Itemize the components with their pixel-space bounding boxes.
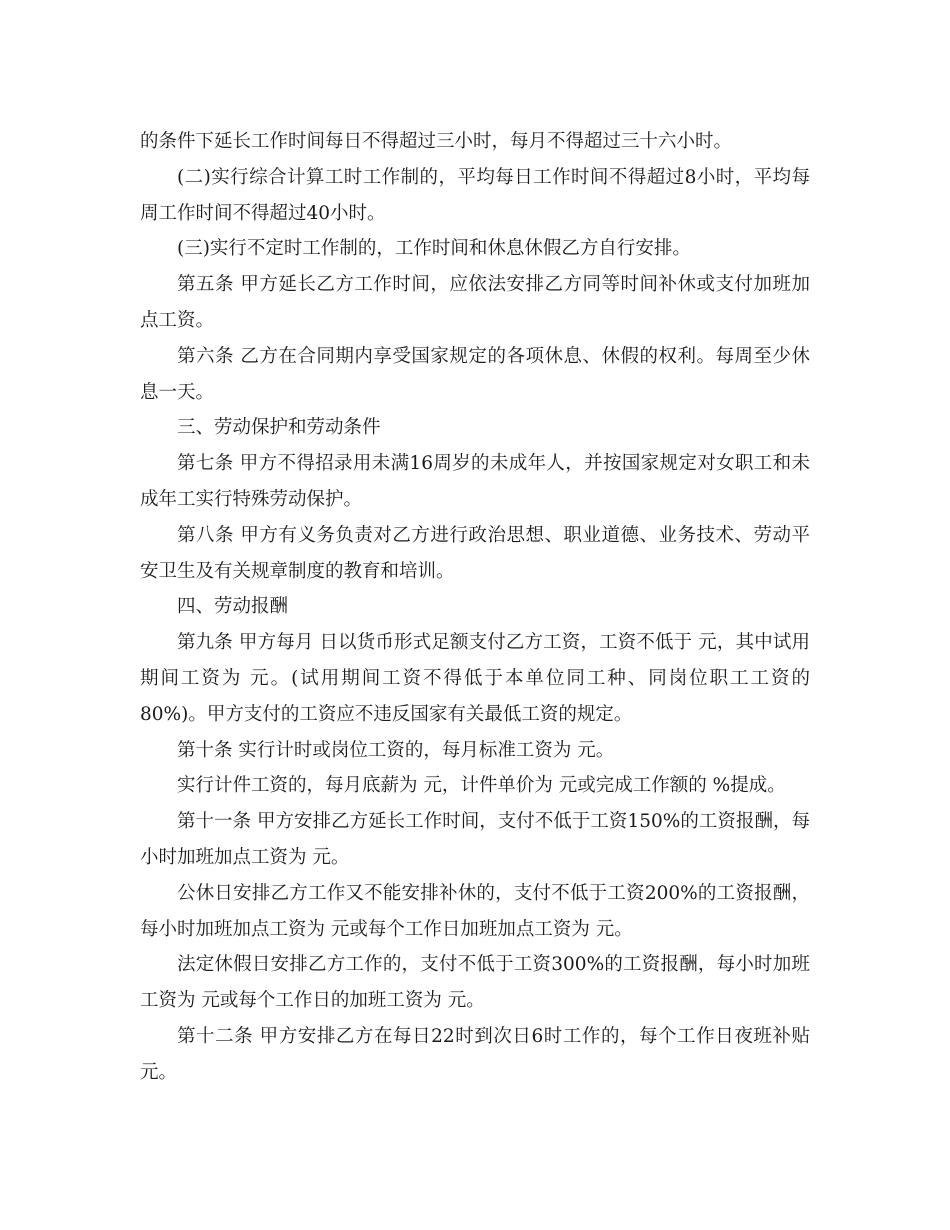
paragraph-article-9: 第九条 甲方每月 日以货币形式足额支付乙方工资，工资不低于 元，其中试用期间工资为 元。(试用期间工资不得低于本单位同工种、同岗位职工工资的80%)。甲方支付的工资应不违反国家有关最低工资的规定。	[140, 632, 810, 725]
paragraph-article-10: 第十条 实行计时或岗位工资的，每月标准工资为 元。	[177, 739, 615, 761]
paragraph-article-12: 第十二条 甲方安排乙方在每日22时到次日6时工作的，每个工作日夜班补贴元。	[140, 1025, 810, 1083]
paragraph-article-6: 第六条 乙方在合同期内享受国家规定的各项休息、休假的权利。每周至少休息一天。	[140, 345, 810, 403]
paragraph-continuation: 的条件下延长工作时间每日不得超过三小时，每月不得超过三十六小时。	[140, 131, 733, 152]
section-heading-remuneration: 四、劳动报酬	[177, 596, 289, 618]
section-heading-labor-protection: 三、劳动保护和劳动条件	[177, 417, 381, 439]
paragraph-rest-day-overtime: 公休日安排乙方工作又不能安排补休的，支付不低于工资200%的工资报酬，每小时加班加点工资为 元或每个工作日加班加点工资为 元。	[140, 882, 810, 940]
paragraph-holiday-overtime: 法定休假日安排乙方工作的，支付不低于工资300%的工资报酬，每小时加班工资为 元或每个工作日的加班工资为 元。	[140, 954, 810, 1012]
paragraph-article-5: 第五条 甲方延长乙方工作时间，应依法安排乙方同等时间补休或支付加班加点工资。	[140, 274, 810, 331]
paragraph-flexible-hours: (三)实行不定时工作制的，工作时间和休息休假乙方自行安排。	[177, 238, 691, 260]
paragraph-piecework-wage: 实行计件工资的，每月底薪为 元，计件单价为 元或完成工作额的 %提成。	[177, 775, 786, 797]
paragraph-comprehensive-hours: (二)实行综合计算工时工作制的，平均每日工作时间不得超过8小时，平均每周工作时间不得超过40小时。	[140, 166, 810, 224]
paragraph-article-7: 第七条 甲方不得招录用未满16周岁的未成年人，并按国家规定对女职工和未成年工实行特殊劳动保护。	[140, 453, 810, 510]
paragraph-article-11: 第十一条 甲方安排乙方延长工作时间，支付不低于工资150%的工资报酬，每小时加班加点工资为 元。	[140, 811, 810, 868]
document-body	[140, 124, 810, 1091]
paragraph-article-8: 第八条 甲方有义务负责对乙方进行政治思想、职业道德、业务技术、劳动平安卫生及有关规章制度的教育和培训。	[140, 524, 810, 582]
